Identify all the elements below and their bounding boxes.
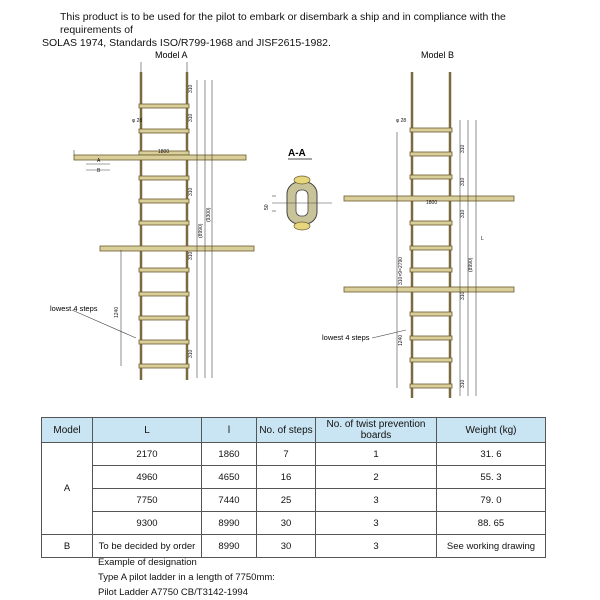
cell-steps: 7 [257,443,316,466]
model-b-rung [410,384,452,388]
model-a-cell: A [42,443,93,535]
cell-l: 4650 [202,466,257,489]
cell-L: 9300 [93,512,202,535]
cell-l: 7440 [202,489,257,512]
model-b-rung [410,128,452,132]
cell-L: 4960 [93,466,202,489]
model-a-rung [139,316,189,320]
model-a-rung [139,104,189,108]
section-title: A-A [288,148,306,159]
model-b-title: Model B [421,50,455,60]
model-b-rung-dim: 310 [460,209,466,218]
model-b-rung-dim: 310 [460,291,466,300]
model-b-rung [410,336,452,340]
model-a-rungs [74,104,254,368]
cell-weight: 88. 65 [437,512,546,535]
model-b-diameter: φ 28 [396,118,407,124]
section-dim: 50 [264,204,270,210]
col-header-steps: No. of steps [257,418,316,443]
table-row [42,512,546,535]
cell-boards: 3 [316,512,437,535]
model-b-rung-dim: 310 [460,144,466,153]
model-a-rung [139,129,189,133]
model-b-lowest-steps: lowest 4 steps [322,333,370,342]
col-header-L: L [93,418,202,443]
model-b-rung [410,268,452,272]
model-b-rung-dim: 310 [460,379,466,388]
model-a-rung-dim: 310 [188,251,194,260]
cell-l: 1860 [202,443,257,466]
cell-l: 8990 [202,512,257,535]
model-a-rung [139,268,189,272]
model-a-rung [139,176,189,180]
model-a-total-dim-inner: (9300) [206,207,212,222]
model-a-rung-dim: 310 [188,113,194,122]
cell-L: To be decided by order [93,535,202,558]
model-a-rung [139,340,189,344]
model-a-rung-dim: 310 [188,187,194,196]
cell-steps: 30 [257,535,316,558]
cell-L: 2170 [93,443,202,466]
model-b-length-label: L [481,236,484,242]
cell-boards: 3 [316,535,437,558]
model-a-rung-dim: 310 [188,84,194,93]
model-a-diameter: φ 28 [132,118,143,124]
cell-l: 8990 [202,535,257,558]
table-row [42,489,546,512]
section-detail [272,176,332,230]
model-a-rung-dim: 310 [188,349,194,358]
cell-weight: 55. 3 [437,466,546,489]
col-header-weight: Weight (kg) [437,418,546,443]
intro-line-1: This product is to be used for the pilot to embark or disembark a ship and in compliance with the requirements of [60,11,506,36]
model-a-rung [139,199,189,203]
model-a-rung [139,292,189,296]
model-b-total-dim: (8990) [468,257,474,272]
cell-steps: 16 [257,466,316,489]
example-line-2: Type A pilot ladder in a length of 7750mm: [98,572,275,583]
model-b-rung-dim: 310 [460,177,466,186]
col-header-boards: No. of twist prevention boards [316,418,437,443]
model-a-spreader [100,246,254,251]
cell-weight: 79. 0 [437,489,546,512]
model-b-rung [410,246,452,250]
model-a-rung [139,221,189,225]
model-b-span-dim: 310×9=2790 [398,256,404,285]
cell-steps: 25 [257,489,316,512]
model-b-spreader [344,287,514,292]
marker-a: A [97,158,101,164]
model-b-bottom-dim: 1240 [398,334,404,346]
designation-example [98,555,275,600]
model-b-rung [410,221,452,225]
model-a-width-dim: 1800 [158,149,170,155]
example-line-3: Pilot Ladder A7750 CB/T3142-1994 [98,587,248,598]
table-row [42,443,546,466]
cell-boards: 2 [316,466,437,489]
cell-weight: 31. 6 [437,443,546,466]
model-a-title: Model A [155,50,188,60]
model-a-lowest-steps: lowest 4 steps [50,304,98,313]
cell-steps: 30 [257,512,316,535]
col-header-model: Model [42,418,93,443]
spec-table [41,417,546,558]
model-a-rung [139,364,189,368]
cell-L: 7750 [93,489,202,512]
model-b-rung [410,358,452,362]
model-b-rung [410,175,452,179]
model-b-cell: B [42,535,93,558]
example-line-1: Example of designation [98,557,197,568]
cell-boards: 1 [316,443,437,466]
table-row [42,466,546,489]
model-b-rung [410,312,452,316]
col-header-l: l [202,418,257,443]
model-a-bottom-dim: 1240 [114,306,120,318]
marker-b: B [97,168,101,174]
cell-boards: 3 [316,489,437,512]
cell-weight: See working drawing [437,535,546,558]
model-b-rung [410,152,452,156]
model-b-rungs [344,128,514,388]
model-a-total-dim-outer: (8990) [198,223,204,238]
intro-line-2: SOLAS 1974, Standards ISO/R799-1968 and JISF2615-1982. [42,37,331,49]
table-header-row [42,418,546,443]
model-b-width-dim: 1800 [426,200,438,206]
